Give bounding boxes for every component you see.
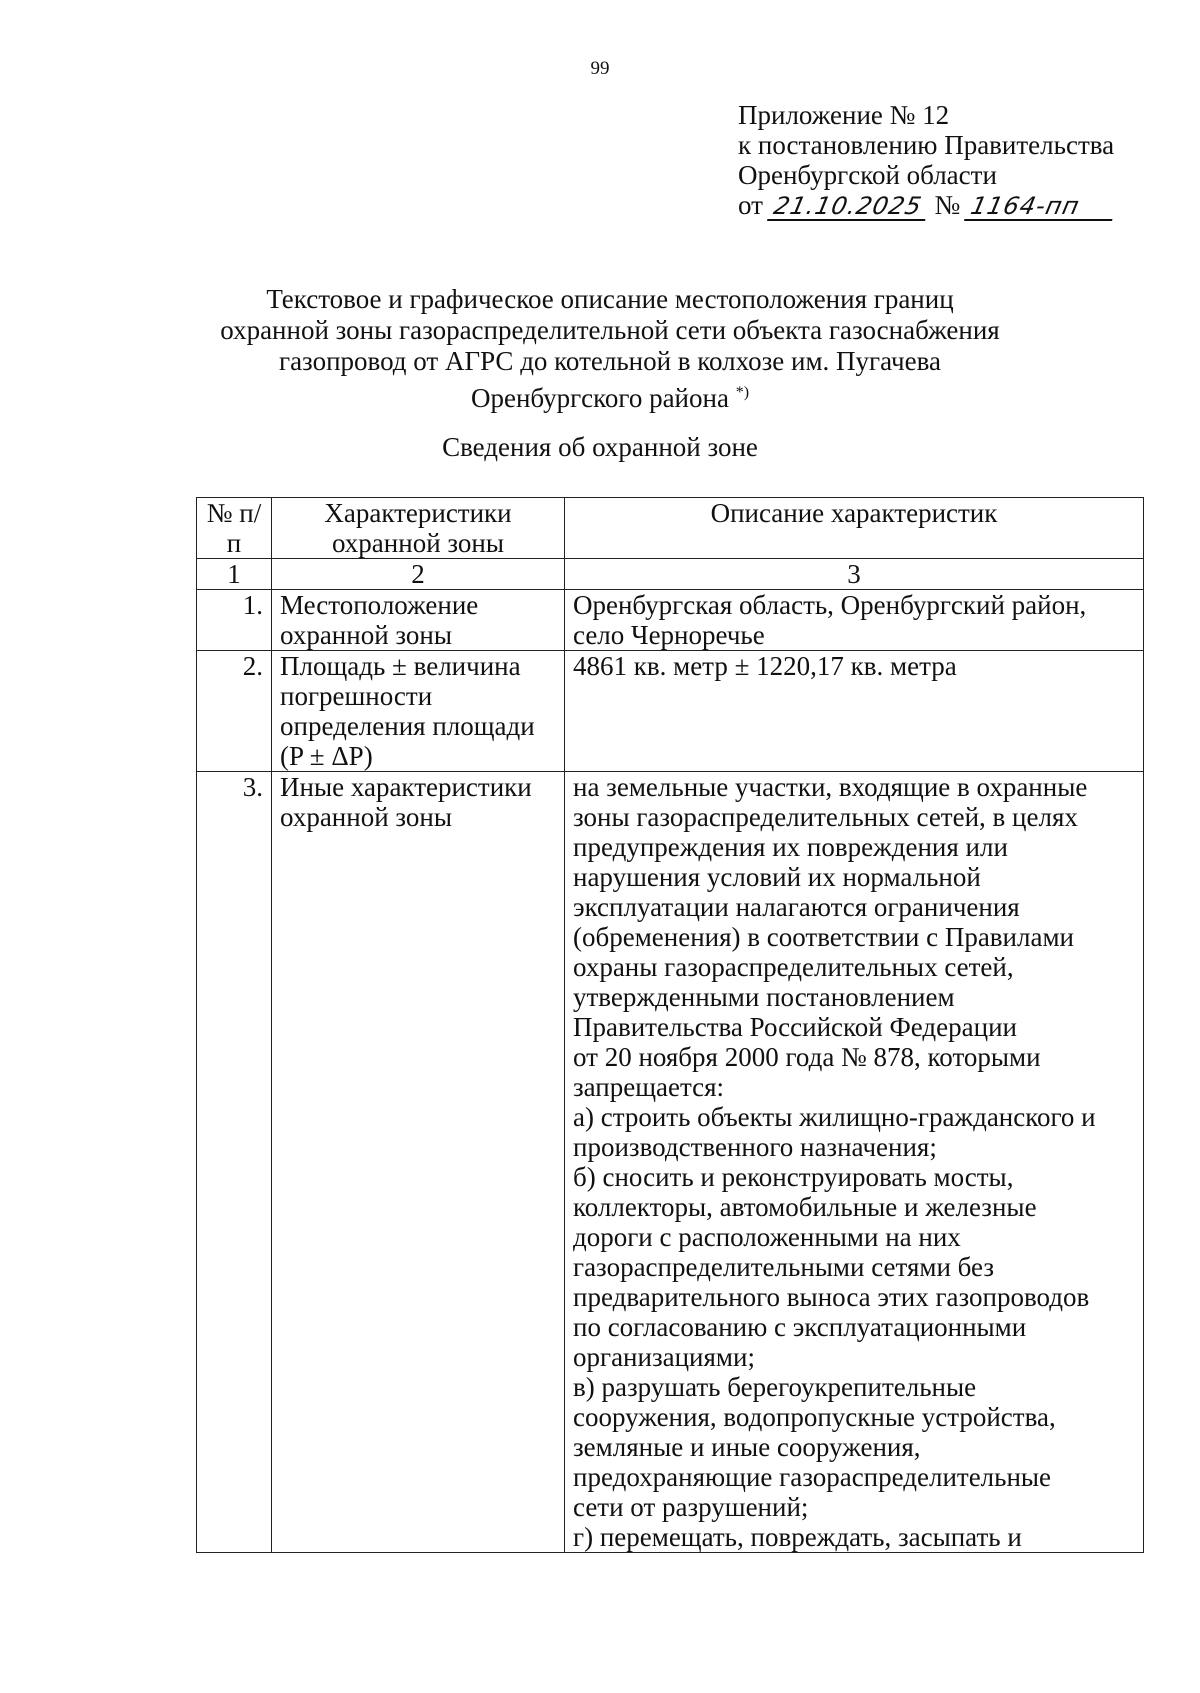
row-description <box>565 590 1144 651</box>
description-line: земляные и иные сооружения, <box>573 1432 921 1462</box>
row-number: 2. <box>197 651 272 772</box>
title-line-1: Текстовое и графическое описание местоположения границ <box>266 284 954 314</box>
title-line-2: охранной зоны газораспределительной сети объекта газоснабжения <box>220 315 1000 345</box>
description-line: по согласованию с эксплуатационными <box>573 1312 1027 1342</box>
row-characteristic: Местоположение охранной зоны <box>272 590 565 651</box>
description-line: эксплуатации налагаются ограничения <box>573 892 1020 922</box>
description-line: Оренбургская область, Оренбургский район, <box>573 590 1087 620</box>
description-line: газораспределительными сетями без <box>573 1252 995 1282</box>
description-line: 4861 кв. метр ± 1220,17 кв. метра <box>573 651 957 681</box>
description-line: предварительного выноса этих газопроводов <box>573 1282 1090 1312</box>
description-line: запрещается: <box>573 1072 725 1102</box>
description-line: предохраняющие газораспределительные <box>573 1462 1052 1492</box>
table-row <box>197 772 1144 1553</box>
appendix-title: Приложение № 12 <box>738 100 950 130</box>
description-line: а) строить объекты жилищно-гражданского и <box>573 1102 1096 1132</box>
section-title: Сведения об охранной зоне <box>442 432 758 462</box>
table-row <box>197 651 1144 772</box>
description-line: Правительства Российской Федерации <box>573 1012 1017 1042</box>
footnote-mark: *) <box>735 384 750 401</box>
description-line: нарушения условий их нормальной <box>573 862 981 892</box>
row-characteristic: Иные характеристики охранной зоны <box>272 772 565 1553</box>
title-line-4 <box>150 377 1070 414</box>
column-number-2: 2 <box>272 559 565 590</box>
title-line-3: газопровод от АГРС до котельной в колхозе им. Пугачева <box>279 346 941 376</box>
row-number: 3. <box>197 772 272 1553</box>
appendix-decree: к постановлению Правительства <box>738 130 1115 160</box>
description-line: охраны газораспределительных сетей, <box>573 952 1014 982</box>
description-line: предупреждения их повреждения или <box>573 832 1008 862</box>
column-number-1: 1 <box>197 559 272 590</box>
row-description <box>565 651 1144 772</box>
header-characteristic: Характеристики охранной зоны <box>272 498 565 559</box>
description-line: коллекторы, автомобильные и железные <box>573 1192 1037 1222</box>
description-line: (обременения) в соответствии с Правилами <box>573 922 1074 952</box>
header-description: Описание характеристик <box>565 498 1144 559</box>
description-line: сооружения, водопропускные устройства, <box>573 1402 1056 1432</box>
title-district: Оренбургского района <box>470 383 729 413</box>
description-line: на земельные участки, входящие в охранные <box>573 772 1088 802</box>
appendix-header <box>738 100 1115 221</box>
page-number: 99 <box>590 58 610 79</box>
description-line: сети от разрушений; <box>573 1492 809 1522</box>
document-title <box>150 284 1070 414</box>
column-number-row <box>197 559 1144 590</box>
description-line: зоны газораспределительных сетей, в целях <box>573 802 1078 832</box>
table-row <box>197 590 1144 651</box>
description-line: утвержденными постановлением <box>573 982 955 1012</box>
description-line: организациями; <box>573 1342 755 1372</box>
description-line: дороги с расположенными на них <box>573 1222 961 1252</box>
row-characteristic: Площадь ± величина погрешности определения площади (P ± ΔP) <box>272 651 565 772</box>
description-line: село Черноречье <box>573 620 765 650</box>
handwritten-date: 21.10.2025 <box>767 193 931 221</box>
row-description <box>565 772 1144 1553</box>
description-line: г) перемещать, повреждать, засыпать и <box>573 1522 1022 1552</box>
appendix-region: Оренбургской области <box>738 160 997 190</box>
description-line: в) разрушать берегоукрепительные <box>573 1372 977 1402</box>
handwritten-number: 1164-пп <box>964 193 1118 221</box>
description-line: от 20 ноября 2000 года № 878, которыми <box>573 1042 1041 1072</box>
appendix-date-number <box>738 190 1115 221</box>
number-prefix: № <box>934 190 961 220</box>
description-line: производственного назначения; <box>573 1132 937 1162</box>
description-line: б) сносить и реконструировать мосты, <box>573 1162 1014 1192</box>
column-number-3: 3 <box>565 559 1144 590</box>
date-prefix: от <box>738 190 763 220</box>
header-number: № п/п <box>197 498 272 559</box>
protection-zone-table <box>196 497 1144 1553</box>
row-number: 1. <box>197 590 272 651</box>
table-header-row <box>197 498 1144 559</box>
